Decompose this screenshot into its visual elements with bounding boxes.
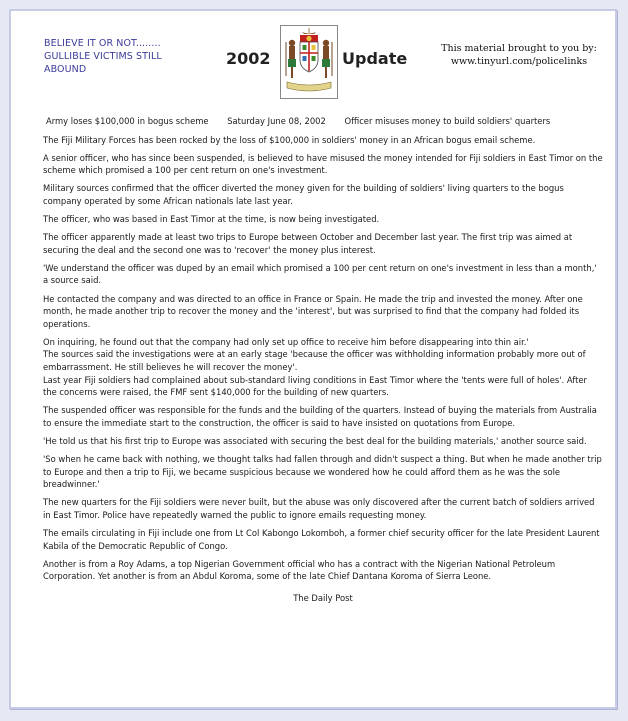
article-date: Saturday June 08, 2002	[227, 116, 326, 126]
article-subheadline: Officer misuses money to build soldiers' quarters	[344, 116, 551, 126]
year-label: 2002	[226, 49, 271, 68]
paragraph: The emails circulating in Fiji include one from Lt Col Kabongo Lokomboh, a former chief security officer for the late President Laurent Kabila of the Democratic Republic of Congo.	[43, 528, 600, 551]
credit-url: www.tinyurl.com/policelinks	[450, 56, 588, 67]
headline-row	[46, 115, 603, 128]
paragraph: Military sources confirmed that the officer diverted the money given for the building of soldiers' living quarters to the bogus company operated by some African nationals late last year.	[43, 183, 564, 206]
page-header	[11, 11, 615, 111]
tagline: BELIEVE IT OR NOT........ GULLIBLE VICTIMS STILL ABOUND	[44, 38, 162, 75]
paragraph: The officer apparently made at least two trips to Europe between October and December last year. The first trip was aimed at securing the deal and the second one was to 'recover' the money plus interest.	[43, 232, 573, 255]
paragraph: On inquiring, he found out that the company had only set up office to receive him before disappearing into thin air.'	[43, 336, 529, 347]
paragraph: 'So when he came back with nothing, we thought talks had fallen through and didn't suspect a thing. But when he made another trip to Europe and then a trip to Fiji, we became suspicious because we wondered how he could afford them as he was the sole breadwinner.'	[43, 454, 602, 490]
paragraph: The sources said the investigations were at an early stage 'because the officer was withholding information probably more out of embarrassment. He still believes he will recover the money'.	[43, 349, 586, 372]
paragraph: A senior officer, who has since been suspended, is believed to have misused the money intended for Fiji soldiers in East Timor on the scheme which promised a 100 per cent return on one's investment.	[43, 152, 603, 176]
article-headline: Army loses $100,000 in bogus scheme	[46, 116, 209, 126]
paragraph: Another is from a Roy Adams, a top Nigerian Government official who has a contract with the Nigerian National Petroleum Corporation. Yet another is from an Abdul Koroma, some of the late Chief Dantana Koroma of Sierra Leone.	[43, 558, 556, 582]
paragraph: 'He told us that his first trip to Europe was associated with securing the best deal for the building materials,' another source said.	[43, 435, 587, 446]
paragraph: 'We understand the officer was duped by an email which promised a 100 per cent return on one's investment in less than a month,' a source said.	[43, 262, 597, 286]
paragraph: He contacted the company and was directed to an office in France or Spain. He made the trip and invested the money. After one month, he made another trip to recover the money and the 'interest', but was surprised to find that the company had folded its operations.	[43, 293, 583, 329]
credit-line: This material brought to you by:	[441, 43, 597, 54]
page-frame	[9, 9, 617, 709]
article	[43, 115, 603, 605]
fiji-coat-of-arms-icon	[280, 25, 338, 99]
paragraph: Last year Fiji soldiers had complained about sub-standard living conditions in East Timor where the 'tents were full of holes'. After the concerns were raised, the FMF sent $140,000 for the building of new quarters.	[43, 374, 587, 398]
article-source: The Daily Post	[293, 592, 353, 603]
paragraph: The new quarters for the Fiji soldiers were never built, but the abuse was only discovered after the current batch of soldiers arrived in East Timor. Police have repeatedly warned the public to ignore emails requesting money.	[43, 497, 595, 520]
paragraph: The Fiji Military Forces has been rocked by the loss of $100,000 in soldiers' money in an African bogus email scheme.	[43, 134, 536, 145]
page-title: Update	[342, 49, 408, 68]
paragraph: The officer, who was based in East Timor at the time, is now being investigated.	[43, 214, 380, 225]
credit-block	[429, 42, 609, 68]
paragraph: The suspended officer was responsible for the funds and the building of the quarters. Instead of buying the materials from Australia to ensure the immediate start to the construction, the officer is said to have insisted on quotations from Europe.	[43, 405, 597, 428]
